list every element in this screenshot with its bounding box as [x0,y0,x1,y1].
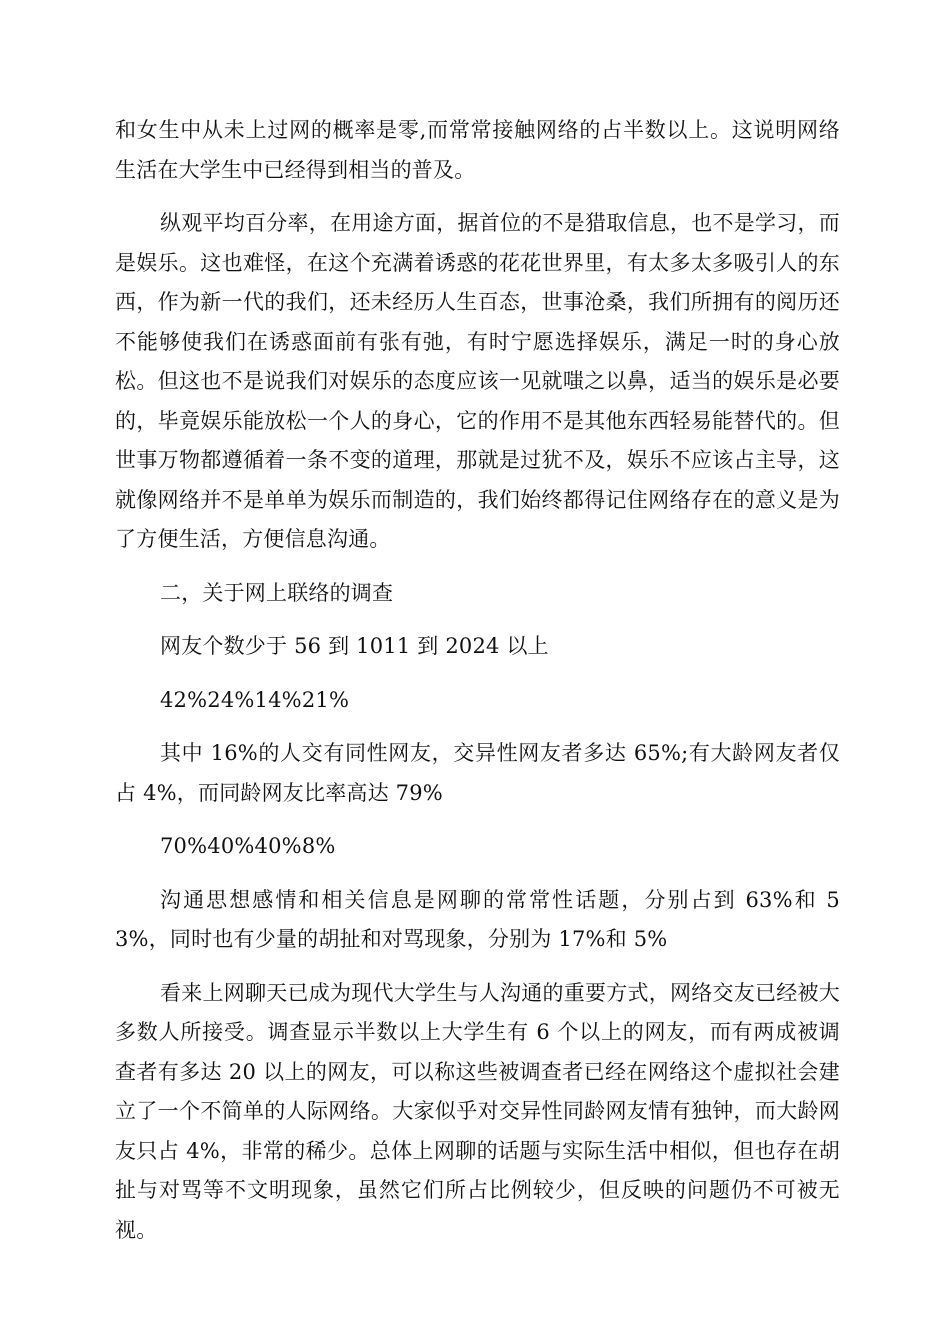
stat-line-friend-count-percentages: 42%24%14%21% [160,687,350,712]
section-heading-online-contact: 二，关于网上联络的调查 [160,580,394,605]
paragraph-usage-analysis: 纵观平均百分率，在用途方面，据首位的不是猎取信息，也不是学习，而是娱乐。这也难怪，在这个充满着诱惑的花花世界里，有太多太多吸引人的东西，作为新一代的我们，还未经历人生百态，世事沧桑，我们所拥有的阅历还不能够使我们在诱惑面前有张有弛，有时宁愿选择娱乐，满足一时的身心放松。但这也不是说我们对娱乐的态度应该一见就嗤之以鼻，适当的娱乐是必要的，毕竟娱乐能放松一个人的身心，它的作用不是其他东西轻易能替代的。但世事万物都遵循着一条不变的道理，那就是过犹不及，娱乐不应该占主导，这就像网络并不是单单为娱乐而制造的，我们始终都得记住网络存在的意义是为了方便生活，方便信息沟通。 [115,211,840,551]
paragraph-intro-continuation: 和女生中从未上过网的概率是零,而常常接触网络的占半数以上。这说明网络生活在大学生中已经得到相当的普及。 [115,118,840,182]
paragraph-conclusion: 看来上网聊天已成为现代大学生与人沟通的重要方式，网络交友已经被大多数人所接受。调查显示半数以上大学生有 6 个以上的网友，而有两成被调查者有多达 20 以上的网友，可以称这些被调查者已经在网络这个虚拟社会建立了一个不简单的人际网络。大家似乎对交异性同龄网友情有独钟，而大龄网友只占 4%，非常的稀少。总体上网聊的话题与实际生活中相似，但也存在胡扯与对骂等不文明现象，虽然它们所占比例较少，但反映的问题仍不可被无视。 [115,980,840,1242]
stat-line-topic-percentages: 70%40%40%8% [160,834,336,858]
stat-line-friend-count: 网友个数少于 56 到 1011 到 2024 以上 [160,634,549,658]
paragraph-chat-topics: 沟通思想感情和相关信息是网聊的常常性话题，分别占到 63%和 53%，同时也有少量的胡扯和对骂现象，分别为 17%和 5% [115,887,840,951]
paragraph-friend-gender-age: 其中 16%的人交有同性网友，交异性网友者多达 65%;有大龄网友者仅占 4%，而同龄网友比率高达 79% [115,741,840,805]
document-page [115,111,840,1250]
